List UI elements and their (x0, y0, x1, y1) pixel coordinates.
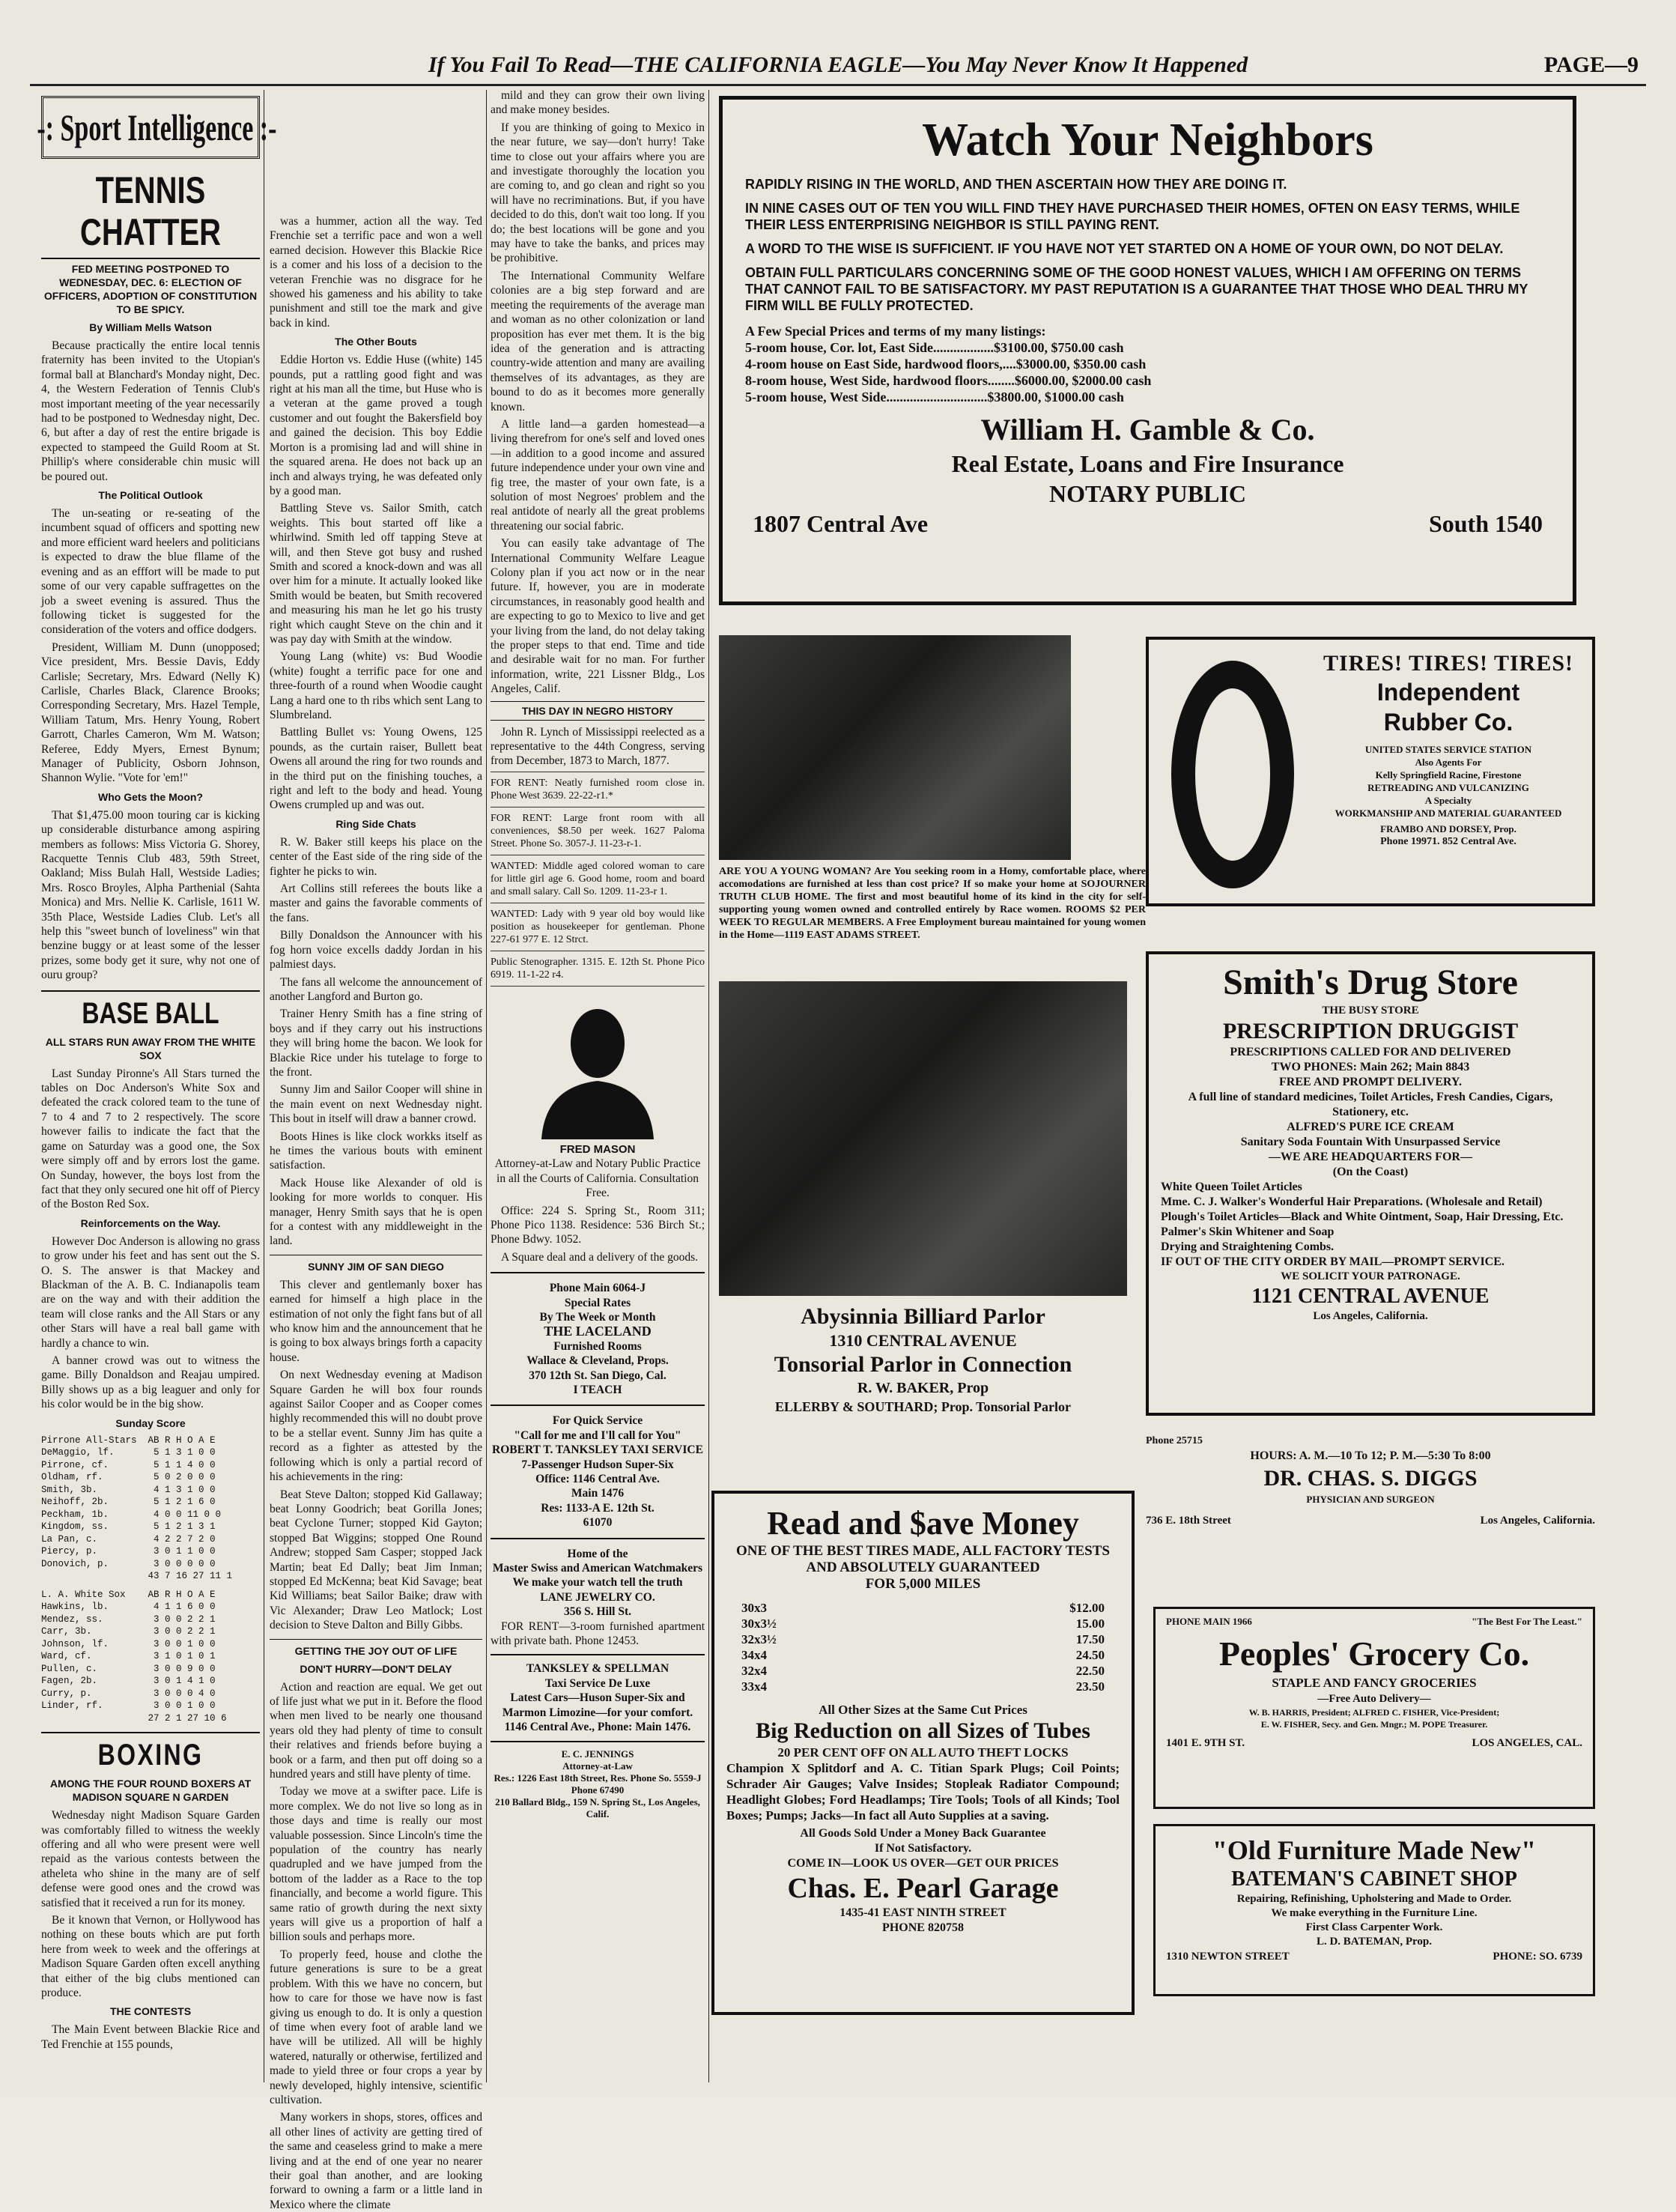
tire-size: 30x3 (741, 1601, 767, 1615)
tennis-headline: TENNIS CHATTER (79, 169, 222, 253)
box-score-white-sox: L. A. White Sox AB R H O A E Hawkins, lb. 4 1 1 6 0 0 Mendez, ss. 3 0 0 2 2 1 Carr, 3b. 3 0 0 2 2 1 Johnson, lf. 3 0 0 1 0 0 Ward, cf. 3 1 0 1 0 1 Pullen, c. 3 0 0 9 0 0 Fagen, 2b. 3 0 1 4 1 0 Curry, p. 3 0 0 0 4 0 Linder, rf. 3 0 0 1 0 0 27 2 1 27 10 6 (41, 1589, 227, 1724)
bateman-ad (1153, 1824, 1595, 1996)
gamble-phone: South 1540 (1428, 510, 1543, 537)
classified-ad: FOR RENT: Large front room with all conveniences, $8.50 per week. 1627 Paloma Street. Phone So. 3057-J. 11-23-r-1. (491, 807, 705, 855)
sport-banner-box (37, 96, 277, 159)
baseball-deck: ALL STARS RUN AWAY FROM THE WHITE SOX (45, 1035, 256, 1061)
column-1 (37, 96, 277, 2081)
grocery-delivery: —Free Auto Delivery— (1317, 1693, 1431, 1705)
col2-paragraph: This clever and gentlemanly boxer has earned for himself a high place in the estimation of not only the fight fans but of all who know him and the announcement that he is going to box always brings forth a capacity house. (270, 1278, 482, 1364)
column-divider (486, 90, 487, 2082)
baseball-subhead: Reinforcements on the Way. (80, 1216, 221, 1229)
rubber-station: UNITED STATES SERVICE STATION (1364, 744, 1532, 755)
spellman-name: TANKSLEY & SPELLMAN (526, 1662, 670, 1676)
grocery-slogan: "The Best For The Least." (1472, 1616, 1582, 1627)
spellman-taxi-ad (491, 1661, 705, 1734)
smith-line: FREE AND PROMPT DELIVERY. (1279, 1076, 1462, 1088)
bateman-phone: PHONE: SO. 6739 (1493, 1951, 1582, 1963)
pearl-title: Read and $ave Money (767, 1505, 1079, 1542)
col2-paragraph: Trainer Henry Smith has a fine string of boys and if they carry out his instructions they will bring home the bacon. We look for Blackie Rice under his tutelage to forge to the front. (270, 1007, 482, 1079)
jennings-phone: Phone 67490 (571, 1784, 625, 1796)
diggs-phone: Phone 25715 (1146, 1435, 1203, 1446)
boxing-paragraph: Be it known that Vernon, or Hollywood has nothing on these bouts which are put forth here from week to week and the offerings at Madison Square Garden often excell anything that either of the big clubs mentioned can produce. (41, 1913, 260, 1999)
billiard-ad (719, 1303, 1127, 1416)
col2-paragraph: Young Lang (white) vs: Bud Woodie (white) fought a terrific pace for one and three-fourth of a round when Woodie caught Lang a hard one to th ribs which sent Lang to Slumbreland. (270, 650, 482, 721)
tire-size: 30x3½ (741, 1616, 777, 1631)
col2-paragraph: On next Wednesday evening at Madison Square Garden he will box four rounds against Sailor Cooper and as Cooper comes highly recommended this will no doubt prove to be a stellar event. Sunny Jim has quite a record as a fighter as attested by the following which is only a partial record of his achievements in the ring: (270, 1369, 482, 1484)
box-score-title: Sunday Score (115, 1416, 186, 1429)
taxi-main: Main 1476 (571, 1487, 625, 1500)
tire-price: 23.50 (1075, 1679, 1105, 1694)
smith-line: TWO PHONES: Main 262; Main 8843 (1271, 1061, 1470, 1073)
gamble-line: OBTAIN FULL PARTICULARS CONCERNING SOME OF THE GOOD HONEST VALUES, WHICH I AM OFFERING ON TERMS THAT CANNOT FAIL TO BE SATISFACTORY. MY PAST REPUTATION IS A GUARANTEE THAT THOSE WHO DEAL THRU MY FIRM WILL BE FULLY PROTECTED. (745, 265, 1528, 313)
baseball-headline: BASE BALL (82, 996, 219, 1030)
rubber-name-2: Rubber Co. (1383, 709, 1513, 736)
tennis-deck: FED MEETING POSTPONED TO WEDNESDAY, DEC. 6: ELECTION OF OFFICERS, ADOPTION OF CONSTITUTION TO BE SPICY. (41, 258, 260, 316)
gamble-listing: 4-room house on East Side, hardwood floors,....$3000.00, $350.00 cash (745, 357, 1147, 372)
jennings-office: 210 Ballard Bldg., 159 N. Spring St., Los Angeles, Calif. (495, 1796, 700, 1819)
billiard-tonsorial: Tonsorial Parlor in Connection (774, 1352, 1072, 1377)
billiard-name: Abysinnia Billiard Parlor (801, 1304, 1045, 1329)
box-score-all-stars: Pirrone All-Stars AB R H O A E DeMaggio, lf. 5 1 3 1 0 0 Pirrone, cf. 5 1 1 4 0 0 Oldham, rf. 5 0 2 0 0 0 Smith, 3b. 4 1 3 1 0 0 Neihoff, 2b. 5 1 2 1 6 0 Peckham, 1b. 4 0 0 11 0 0 Kingdom, ss. 5 1 2 1 3 1 La Pan, c. 4 2 2 7 2 0 Piercy, p. 3 0 1 1 0 0 Donovich, p. 3 0 0 0 0 0 43 7 16 27 11 1 (41, 1434, 233, 1582)
jewelry-ad (491, 1547, 705, 1619)
laceland-week: By The Week or Month (539, 1310, 656, 1324)
col2-paragraph: To properly feed, house and clothe the future generations is sure to be a great problem. With this we have no concern, but how to care for those we have now is fast giving us enough to do. It is only a question of time when every foot of arable land we have will be utilized. All will be highly watered, naturally or otherwise, fertilized and made to yield three or four crops a year by newly developed, highly intensive, scientific cultivation. (270, 1948, 482, 2106)
classified-ad: WANTED: Middle aged colored woman to care for little girl age 6. Good home, room and board and small salary. Call So. 1209. 11-23-r 1. (491, 855, 705, 903)
smith-busy: THE BUSY STORE (1322, 1005, 1419, 1016)
laceland-props: Wallace & Cleveland, Props. (526, 1354, 669, 1368)
pearl-line: All Goods Sold Under a Money Back Guarantee (800, 1827, 1046, 1840)
grocery-ad (1153, 1607, 1595, 1809)
mason-tag: A Square deal and a delivery of the goods. (501, 1250, 698, 1264)
jewelry-tell: We make your watch tell the truth (512, 1576, 683, 1590)
smith-line: —WE ARE HEADQUARTERS FOR— (1269, 1151, 1472, 1163)
smith-line: White Queen Toilet Articles (1161, 1181, 1302, 1193)
jennings-title: Attorney-at-Law (562, 1760, 633, 1772)
smith-drug-ad (1146, 951, 1595, 1416)
tennis-paragraph: That $1,475.00 moon touring car is kicking up considerable disturbance among aspiring members as follows: Miss Victoria G. Shorey, Racquette Tennis Club 483, 59th Street, Oakland; Miss Bulah Hall, Westside Ladies; Mrs. Rosco Broyles, Alpha Parthenial (Sahta Monica) and Mrs. Nellie K. Carlisle, 1611 W. 35th Place, Westside Ladies Club. Let's all help this "sweet bunch of loveliness" win that benzine buggy or at least some of the lesser prizes, some body get it sure, why not one of ouru group? (41, 808, 260, 982)
bateman-line: First Class Carpenter Work. (1305, 1921, 1443, 1933)
taxi-num: 61070 (583, 1516, 613, 1530)
tire-price: $12.00 (1069, 1601, 1105, 1615)
col2-paragraph: Action and reaction are equal. We get out of life just what we put in it. Before the flood when men lived to be nearly one thousand years old they had plenty of time to consult their relatives and friends before buying a book or a farm, and then put off doing so a hundred years and still have plenty of time. (270, 1680, 482, 1781)
mason-text: Attorney-at-Law and Notary Public Practice in all the Courts of California. Consultation Free. (494, 1157, 701, 1200)
taxi-call: "Call for me and I'll call for You" (514, 1428, 681, 1442)
smith-line: ALFRED'S PURE ICE CREAM (1287, 1121, 1454, 1133)
classified-ad: FOR RENT: Neatly furnished room close in. Phone West 3639. 22-22-r1.* (491, 772, 705, 807)
tire-size: 34x4 (741, 1648, 767, 1662)
boxing-paragraph: Wednesday night Madison Square Garden was comfortably filled to witness the weekly offering and all who were present were well repaid as the various contests between the atheleta who shine in the many are of self defense were good ones and the crowd was satisfied that it received a run for its money. (41, 1809, 260, 1909)
smith-line: (On the Coast) (1332, 1166, 1409, 1178)
smith-line: IF OUT OF THE CITY ORDER BY MAIL—PROMPT SERVICE. (1161, 1255, 1505, 1268)
bateman-line: We make everything in the Furniture Line. (1271, 1907, 1478, 1919)
grocery-phone: PHONE MAIN 1966 (1166, 1616, 1252, 1627)
bateman-address: 1310 NEWTON STREET (1166, 1951, 1290, 1963)
billiard-photo (719, 981, 1127, 1296)
jewelry-rent: FOR RENT—3-room furnished apartment with private bath. Phone 12453. (491, 1619, 705, 1648)
sojourner-photo (719, 635, 1071, 860)
boxing-subhead: THE CONTESTS (109, 2005, 192, 2018)
pearl-garage-ad (711, 1491, 1135, 2015)
col2-subhead: Ring Side Chats (335, 817, 416, 830)
tire-price: 17.50 (1075, 1632, 1105, 1646)
jewelry-addr: 356 S. Hill St. (563, 1605, 631, 1619)
gamble-listing: 8-room house, West Side, hardwood floors........$6000.00, $2000.00 cash (745, 373, 1152, 388)
gamble-ad (719, 96, 1576, 605)
pearl-name: Chas. E. Pearl Garage (787, 1873, 1059, 1904)
rubber-specialty: A Specialty (1424, 795, 1472, 806)
pearl-line: FOR 5,000 MILES (865, 1576, 981, 1592)
tire-price: 24.50 (1075, 1648, 1105, 1662)
boxing-headline: BOXING (97, 1739, 204, 1772)
spellman-cars: Latest Cars—Huson Super-Six and Marmon Limozine—for your comfort. (502, 1691, 693, 1719)
smith-line: Drying and Straightening Combs. (1161, 1240, 1335, 1253)
boxing-deck: AMONG THE FOUR ROUND BOXERS AT MADISON SQUARE N GARDEN (49, 1778, 252, 1804)
jewelry-home: Home of the (567, 1547, 628, 1560)
rubber-agents: Also Agents For (1415, 757, 1482, 768)
col2-paragraph: Battling Bullet vs: Young Owens, 125 pounds, as the curtain raiser, Bullett beat Owens all around the ring for two rounds and in the third put on the finishing touches, a right and left to the body and head. Young Owens crumpled up and was out. (270, 726, 482, 812)
col3-paragraph: You can easily take advantage of The International Community Welfare League Colony plan if you act now or in the near future. If, however, you are in moderate circumstances, in reasonably good health and are expecting to go to Mexico to live and get your living from the land, do not delay taking the proper steps to that end. Time and tide and desirable wait for no man. For further information, write, 221 Lissner Bldg., Los Angeles, Calif. (491, 537, 705, 696)
col2-subhead: DON'T HURRY—DON'T DELAY (300, 1662, 452, 1675)
history-text: John R. Lynch of Mississippi reelected as a representative to the 44th Congress, serving from December, 1873 to March, 1877. (491, 725, 705, 768)
boxing-paragraph: The Main Event between Blackie Rice and Ted Frenchie at 155 pounds, (41, 2023, 260, 2051)
gamble-listings (745, 339, 1550, 405)
col2-paragraph: R. W. Baker still keeps his place on the center of the East side of the ring side of the fighter he picks to win. (270, 835, 482, 878)
col2-subhead: SUNNY JIM OF SAN DIEGO (308, 1260, 444, 1273)
tire-size: 32x4 (741, 1664, 767, 1678)
col3-paragraph: If you are thinking of going to Mexico in the near future, we say—don't hurry! Take time to close out your affairs where you are and investigate thoroughly the location you are coming to, and go clean and right so you will have no recriminations. But, if you have decided to do this, don't wait too long. If you do; the best locations will be gone and you may have to take the banks, and prices may be prohibitive. (491, 121, 705, 265)
tanksley-taxi-ad (491, 1413, 705, 1530)
col2-paragraph: The fans all welcome the announcement of another Langford and Burton go. (270, 975, 482, 1003)
mason-name: FRED MASON (559, 1142, 636, 1156)
gamble-listing: 5-room house, West Side..............................$3800.00, $1000.00 cash (745, 390, 1124, 404)
laceland-sub: Furnished Rooms (553, 1339, 642, 1353)
tire-size: 33x4 (741, 1679, 767, 1694)
col2-paragraph: Art Collins still referees the bouts like a master and gains the favorable comments of the fans. (270, 882, 482, 924)
col2-paragraph: Mack House like Alexander of old is looking for more worlds to conquer. His manager, Henry Smith says that he is open for a contest with any middleweight in the land. (270, 1176, 482, 1248)
spellman-sub: Taxi Service De Luxe (544, 1676, 651, 1690)
baseball-paragraph: Last Sunday Pironne's All Stars turned the tables on Doc Anderson's White Sox and defeated the crack colored team to the tune of 7 to 4 and 7 to 2 respectively. The score however failis to indicate the fact that the game on Saturday was a good one, the Sox were simply off and by errors lost the game. On Sunday, however, the boys lost from the fact that they only secured one hit off of Piercy of the Boston Red Sox. (41, 1067, 260, 1211)
tennis-paragraph: The un-seating or re-seating of the incumbent squad of officers and spotting new and more efficient ward heelers and politicians is expected to draw the blue fllame of the evening and as an efffort will be made to put some of our very capable suffragettes on the job a sweet evening is assured. Thus the following ticket is suggested for the consideration of the voters and office dodgers. (41, 507, 260, 637)
tennis-byline: By William Mells Watson (89, 321, 212, 333)
pearl-line: If Not Satisfactory. (874, 1842, 972, 1855)
jewelry-master: Master Swiss and American Watchmakers (492, 1562, 703, 1575)
billiard-address: 1310 CENTRAL AVENUE (829, 1331, 1017, 1350)
col2-paragraph: Billy Donaldson the Announcer with his fog horn voice excells daddy Jordan in his palmiest days. (270, 929, 482, 972)
grocery-sub: STAPLE AND FANCY GROCERIES (1272, 1676, 1477, 1690)
smith-title: Smith's Drug Store (1223, 963, 1518, 1002)
rubber-retread: RETREADING AND VULCANIZING (1367, 782, 1529, 793)
rubber-name-1: Independent (1376, 679, 1520, 706)
pearl-line: ONE OF THE BEST TIRES MADE, ALL FACTORY TESTS AND ABSOLUTELY GUARANTEED (736, 1543, 1110, 1575)
smith-rx: PRESCRIPTION DRUGGIST (1222, 1019, 1519, 1043)
laceland-phone: Phone Main 6064-J (549, 1282, 646, 1295)
rubber-props: FRAMBO AND DORSEY, Prop. (1380, 823, 1516, 834)
taxi-head: For Quick Service (552, 1414, 643, 1428)
classified-ad: WANTED: Lady with 9 year old boy would like position as housekeeper for gentleman. Phone 227-61 977 E. 12 Strct. (491, 903, 705, 951)
tennis-paragraph: Because practically the entire local tennis fraternity has been invited to the Utopian's formal ball at Blanchard's Monday night, Dec. 4, the Western Federation of Tennis Club's most important meeting of the year necessarily had to be postponed to Wednesday night, Dec. 6, but after a day of rest the entire brigade is expected to stampeed the Guild Room at St. Phillip's where considerable chin music will be poured out. (41, 339, 260, 483)
taxi-car: 7-Passenger Hudson Super-Six (521, 1458, 674, 1471)
bateman-line: Repairing, Refinishing, Upholstering and Made to Order. (1236, 1893, 1512, 1905)
jennings-res: Res.: 1226 East 18th Street, Res. Phone So. 5559-J (494, 1772, 702, 1784)
col2-paragraph: Boots Hines is like clock workks itself as he times the various bouts with eminent satisfaction. (270, 1130, 482, 1172)
grocery-officers: E. W. FISHER, Secy. and Gen. Mngr.; M. POPE Treasurer. (1260, 1719, 1488, 1730)
tire-price: 15.00 (1075, 1616, 1105, 1631)
billiard-prop: R. W. BAKER, Prop (857, 1380, 989, 1396)
smith-line: Palmer's Skin Whitener and Soap (1161, 1225, 1335, 1238)
rubber-work: WORKMANSHIP AND MATERIAL GUARANTEED (1335, 807, 1562, 819)
gamble-notary: NOTARY PUBLIC (1049, 480, 1246, 507)
gamble-line: A WORD TO THE WISE IS SUFFICIENT. IF YOU HAVE NOT YET STARTED ON A HOME OF YOUR OWN, DO NOT DELAY. (745, 241, 1504, 256)
tennis-subhead: The Political Outlook (98, 489, 203, 502)
column-divider (708, 90, 709, 2082)
diggs-hours: HOURS: A. M.—10 To 12; P. M.—5:30 To 8:00 (1250, 1449, 1491, 1462)
jennings-ad (491, 1748, 705, 1820)
mason-portrait (526, 997, 669, 1139)
col3-paragraph: A little land—a garden homestead—a living therefrom for one's self and loved ones—in addition to a good income and assured future independence under your own vine and fig tree, the master of your own fate, is a solution of most Negroes' problem and the real antidote of nearly all the great problems threatening our social fabric. (491, 417, 705, 533)
column-2 (270, 214, 482, 2211)
gamble-business: Real Estate, Loans and Fire Insurance (951, 450, 1344, 477)
pearl-price-table (741, 1600, 1105, 1694)
col2-paragraph: Beat Steve Dalton; stopped Kid Gallaway; beat Lonny Goodrich; beat Gorilla Jones; beat Cyclone Turner; stopped Kid Gayton; stopped Bat Wiggins; stopped One Round Andrew; stopped Sam Casper; stopped Jack Martin; beat Ed Dally; beat Jim Inman; stopped Ed McKenna; beat Kid Savage; beat Kid Williams; beat Sailor Baike; draw with Vic Alexander; Draw Leo Matlock; Lost decision to Steve Dalton and Billy Gibbs. (270, 1488, 482, 1632)
rubber-brands: Kelly Springfield Racine, Firestone (1375, 769, 1522, 781)
smith-line: WE SOLICIT YOUR PATRONAGE. (1281, 1270, 1460, 1282)
laceland-name: THE LACELAND (544, 1324, 652, 1339)
tire-size: 32x3½ (741, 1632, 777, 1646)
pearl-line: All Other Sizes at the Same Cut Prices (819, 1703, 1027, 1717)
gamble-line: A Few Special Prices and terms of my many listings: (745, 324, 1046, 339)
smith-line: Sanitary Soda Fountain With Unsurpassed Service (1240, 1136, 1501, 1148)
smith-line: PRESCRIPTIONS CALLED FOR AND DELIVERED (1230, 1046, 1511, 1058)
column-3 (491, 88, 705, 2081)
pearl-line: 20 PER CENT OFF ON ALL AUTO THEFT LOCKS (777, 1745, 1069, 1760)
pearl-phone: PHONE 820758 (882, 1921, 964, 1934)
pearl-tubes: Big Reduction on all Sizes of Tubes (756, 1718, 1090, 1743)
rubber-phone: Phone 19971. 852 Central Ave. (1380, 836, 1516, 847)
diggs-ad (1146, 1434, 1595, 1529)
smith-line: Plough's Toilet Articles—Black and White Ointment, Soap, Hair Dressing, Etc. (1161, 1210, 1564, 1223)
bateman-title: "Old Furniture Made New" (1212, 1835, 1537, 1865)
laceland-addr: 370 12th St. San Diego, Cal. (529, 1369, 667, 1382)
tire-illustration (1165, 655, 1300, 894)
smith-line: A full line of standard medicines, Toilet Articles, Fresh Candies, Cigars, Stationery, etc. (1188, 1091, 1553, 1118)
col2-paragraph: Battling Steve vs. Sailor Smith, catch weights. This bout started off like a whirlwind. Smith led off tapping Steve at will, and then Steve got busy and rushed Smith and scored a knock-down and was all over him for a minute. It actually looked like Smith would be beaten, but Smith recovered and measuring his man he let go his trusty right which caught Steve on the chin and it was pay day with Smith at the window. (270, 502, 482, 646)
taxi-name: ROBERT T. TANKSLEY TAXI SERVICE (492, 1443, 703, 1457)
taxi-office: Office: 1146 Central Ave. (535, 1473, 660, 1485)
page-number: PAGE—9 (1543, 52, 1639, 77)
col2-paragraph: Today we move at a swifter pace. Life is more complex. We do not live so long as in those days and time is really our most valuable possession. Since Lincoln's time the population of the country has nearly quadrupled and we have jumped from the bottom of the ladder as a Race to the top financially, and become a world figure. This same ratio of growth during the next sixty years will give us a proportion of half a billion souls and perhaps more. (270, 1785, 482, 1944)
rubber-head: TIRES! TIRES! TIRES! (1323, 651, 1574, 676)
diggs-address: 736 E. 18th Street (1146, 1515, 1231, 1527)
bateman-prop: L. D. BATEMAN, Prop. (1316, 1936, 1433, 1948)
masthead (30, 52, 1646, 82)
jennings-name: E. C. JENNINGS (561, 1748, 634, 1760)
classified-ad: Public Stenographer. 1315. E. 12th St. Phone Pico 6919. 11-1-22 r4. (491, 951, 705, 987)
gamble-address: 1807 Central Ave (753, 510, 929, 537)
col2-paragraph: Sunny Jim and Sailor Cooper will shine in the main event on next Wednesday night. This bout in itself will draw a banner crowd. (270, 1083, 482, 1126)
jewelry-name: LANE JEWELRY CO. (540, 1590, 655, 1604)
mason-office: Office: 224 S. Spring St., Room 311; Phone Pico 1138. Residence: 536 Birch St.; Phone Bdwy. 1052. (491, 1204, 705, 1246)
laceland-teach: I TEACH (573, 1383, 622, 1396)
gamble-name: William H. Gamble & Co. (980, 413, 1315, 446)
diggs-city: Los Angeles, California. (1480, 1515, 1595, 1527)
masthead-tagline: If You Fail To Read—THE CALIFORNIA EAGLE—You May Never Know It Happened (428, 52, 1248, 77)
billiard-prop2: ELLERBY & SOUTHARD; Prop. Tonsorial Parlor (774, 1399, 1072, 1414)
history-head: THIS DAY IN NEGRO HISTORY (491, 701, 705, 721)
smith-line: Mme. C. J. Walker's Wonderful Hair Preparations. (Wholesale and Retail) (1161, 1196, 1543, 1208)
sojourner-caption: ARE YOU A YOUNG WOMAN? Are You seeking room in a Homy, comfortable place, where accomodations are furnished at less than cost price? If so make your home at SOJOURNER TRUTH CLUB HOME. The first and most beautiful home of its kind in the city for self-supporting young women owned and controlled entirely by Race women. ROOMS $2 PER WEEK TO REGULAR MEMBERS. A Free Employment bureau maintained for young women in the Home—1119 EAST ADAMS STREET. (719, 866, 1146, 941)
col2-paragraph: Many workers in shops, stores, offices and all other lines of activity are getting tired of the same and ceaseless grind to make a mere living and at the end of one year no nearer their goal than another, and are looking forward to owning a farm or a little land in Mexico where the climate (270, 2111, 482, 2211)
bateman-name: BATEMAN'S CABINET SHOP (1231, 1867, 1517, 1891)
gamble-body (745, 176, 1550, 405)
pearl-line: COME IN—LOOK US OVER—GET OUR PRICES (787, 1857, 1059, 1870)
tennis-subhead: Who Gets the Moon? (98, 790, 203, 803)
portrait-silhouette-icon (526, 997, 669, 1139)
tennis-paragraph: President, William M. Dunn (unopposed; Vice president, Mrs. Bessie Davis, Eddy Carlisle; Secretary, Mrs. Edward (Nelly K) Carlisle, Charles Black, Clarence Brooks; Corresponding Secretary, Mrs. Hazel Temple, William Tatum, Mrs. Henry Young, Robert Garrott, Charles Cameron, Wm M. Watson; Referee, Eddy Myers, Ernest Bynum; Manager of Publicity, Osborn Johnson, Shannon Wylie. "Vote for 'em!" (41, 640, 260, 785)
sport-banner: -: Sport Intelligence :- (37, 106, 277, 148)
col2-subhead: GETTING THE JOY OUT OF LIFE (294, 1644, 458, 1657)
col2-subhead: The Other Bouts (335, 336, 417, 348)
smith-city: Los Angeles, California. (1313, 1310, 1428, 1322)
spellman-addr: 1146 Central Ave., Phone: Main 1476. (504, 1721, 691, 1734)
col3-paragraph: The International Community Welfare colonies are a big step forward and are meeting the requirements of the average man and woman as no other colonization or land proposition has ever met them. It is the big idea of the generation and is attracting country-wide attention and many are availing themselves of its advantages, as they are bound to do as it becomes more generally known. (491, 269, 705, 413)
gamble-listing: 5-room house, Cor. lot, East Side..................$3100.00, $750.00 cash (745, 340, 1124, 355)
baseball-paragraph: A banner crowd was out to witness the game. Billy Donaldson and Reajau umpired. Billy shows up as a big leaguer and only for his color would be in the big show. (41, 1354, 260, 1411)
pearl-line: Champion X Splitdorf and A. C. Titian Spark Plugs; Coil Points; Schrader Air Gauges; Valve Insides; Stopleak Radiator Compound; Headlight Globes; Ford Headlamps; Tire Tools; Tools of all Kinds; Tool Boxes; Pumps; Jacks—In fact all Auto Supplies at a saving. (726, 1761, 1120, 1822)
gamble-line: IN NINE CASES OUT OF TEN YOU WILL FIND THEY HAVE PURCHASED THEIR HOMES, OFTEN ON EASY TERMS, WHILE THEIR LESS ENTERPRISING NEIGHBOR IS STILL PAYING RENT. (745, 201, 1520, 232)
grocery-officers: W. B. HARRIS, President; ALFRED C. FISHER, Vice-President; (1248, 1707, 1500, 1718)
rubber-co-ad (1146, 637, 1595, 906)
diggs-title: PHYSICIAN AND SURGEON (1306, 1494, 1435, 1505)
grocery-address: 1401 E. 9TH ST. (1166, 1737, 1245, 1749)
laceland-rates: Special Rates (564, 1296, 631, 1309)
grocery-city: LOS ANGELES, CAL. (1472, 1737, 1582, 1749)
col2-paragraph: Eddie Horton vs. Eddie Huse ((white) 145 pounds, put a rattling good fight and was right at his man all the time, but Huse who is a veteran at the game proved a tough customer and out fought the Bakersfield boy and gained the decision. This boy Eddie Morton is a promising lad and will shine in the squared arena. He does not back up an inch and always trying, he was defeated only by a good man. (270, 354, 482, 497)
baseball-paragraph: However Doc Anderson is allowing no grass to grow under his feet and has sent out the S. O. S. The answer is that Mackey and Blackman of the A. B. C. Indianapolis team are on the way and with their addition the team will close ranks and the All Stars or any other Stars will have a real ball game with hardly a chance to win. (41, 1234, 260, 1350)
gamble-title: Watch Your Neighbors (922, 115, 1373, 166)
tire-icon (1165, 655, 1300, 894)
laceland-ad (491, 1281, 705, 1397)
gamble-line: RAPIDLY RISING IN THE WORLD, AND THEN ASCERTAIN HOW THEY ARE DOING IT. (745, 177, 1287, 192)
col2-paragraph: was a hummer, action all the way. Ted Frenchie set a terrific pace and won a well earned decision. However this Blackie Rice is a comer and his loss of a decision to the veteran Frenchie was no disgrace for he showed his gameness and his ability to take punishment and still toe the mark and give back in kind. (270, 215, 482, 330)
tire-price: 22.50 (1075, 1664, 1105, 1678)
smith-address: 1121 CENTRAL AVENUE (1251, 1285, 1490, 1308)
col3-paragraph: mild and they can grow their own living and make money besides. (491, 89, 705, 117)
pearl-address: 1435-41 EAST NINTH STREET (839, 1906, 1006, 1919)
taxi-res: Res: 1133-A E. 12th St. (541, 1501, 655, 1515)
grocery-name: Peoples' Grocery Co. (1218, 1634, 1530, 1673)
masthead-rule (30, 84, 1646, 86)
diggs-name: DR. CHAS. S. DIGGS (1263, 1466, 1478, 1491)
